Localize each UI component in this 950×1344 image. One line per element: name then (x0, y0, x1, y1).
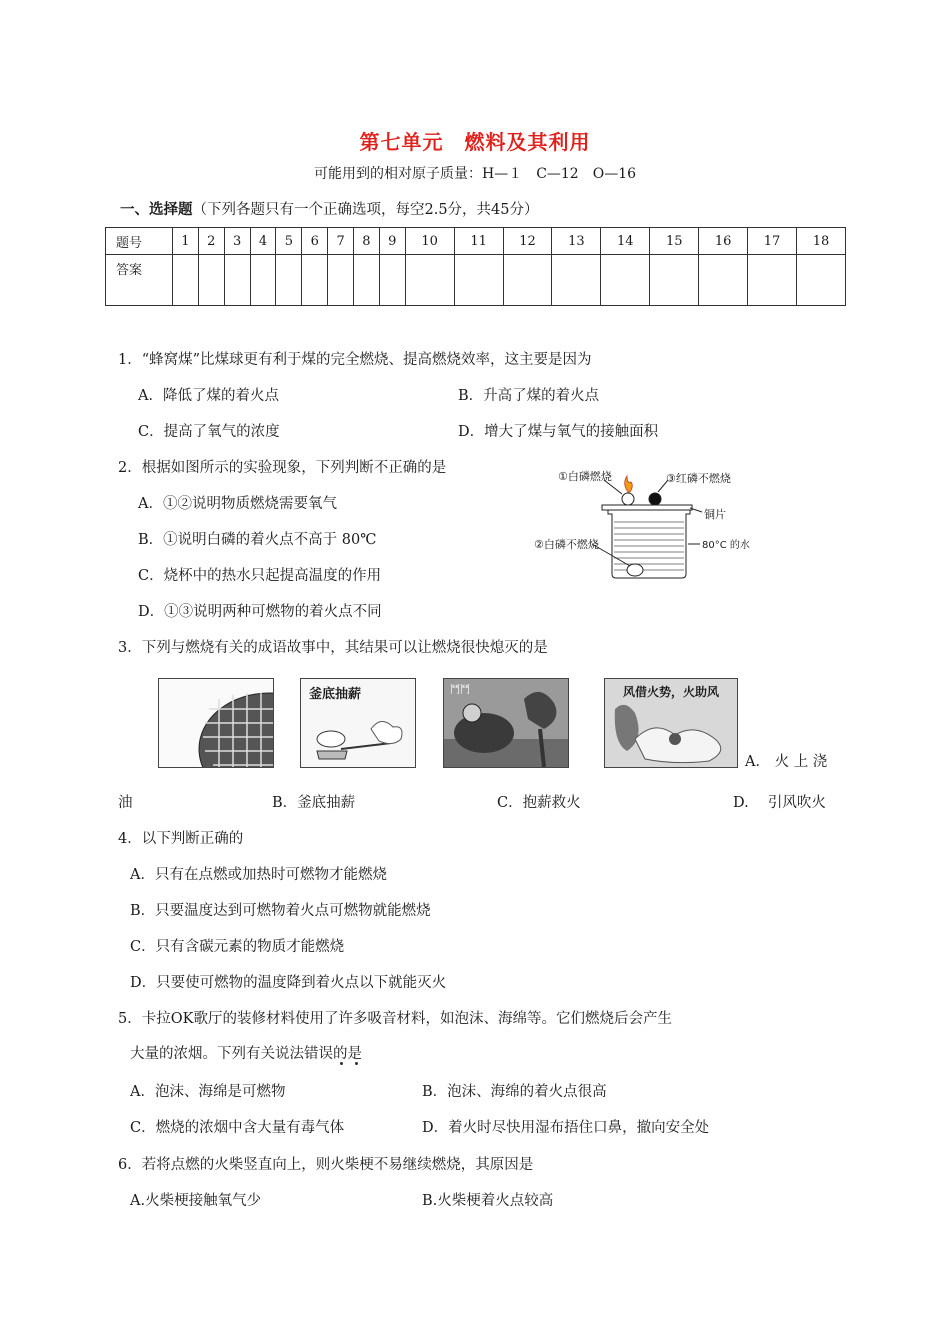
q2-option-a: A．①②说明物质燃烧需要氧气 (138, 496, 337, 512)
emphasis-dot (340, 1062, 343, 1065)
q2-option-c: C．烧杯中的热水只起提高温度的作用 (138, 568, 382, 584)
q6-stem: 6．若将点燃的火柴竖直向上，则火柴梗不易继续燃烧，其原因是 (118, 1157, 534, 1173)
section-note: （下列各题只有一个正确选项，每空2.5分，共45分） (192, 202, 539, 218)
q5-option-a: A．泡沫、海绵是可燃物 (130, 1084, 286, 1100)
question-number-cell: 6 (302, 228, 328, 255)
q1-option-d: D．增大了煤与氧气的接触面积 (458, 424, 659, 440)
question-number-cell: 15 (650, 228, 699, 255)
q3-option-d: D. 引风吹火 (733, 795, 826, 811)
q5-option-b: B．泡沫、海绵的着火点很高 (422, 1084, 607, 1100)
q2-experiment-figure (530, 462, 760, 587)
question-number-cell: 14 (601, 228, 650, 255)
answer-cell[interactable] (224, 255, 250, 306)
answer-cell[interactable] (354, 255, 380, 306)
section-heading (120, 198, 539, 219)
question-number-cell: 13 (552, 228, 601, 255)
q1-option-b: B．升高了煤的着火点 (458, 388, 600, 404)
fig-label-3: ③红磷不燃烧 (666, 472, 731, 485)
fig-label-1: ①白磷燃烧 (558, 470, 612, 483)
q5-stem-line2: 大量的浓烟。下列有关说法错误的是 (130, 1046, 362, 1062)
question-number-cell: 1 (173, 228, 199, 255)
fig-label-copper: 铜片 (704, 508, 726, 521)
q3-picture-b-caption: 釜底抽薪 (309, 687, 362, 702)
question-number-cell: 12 (503, 228, 552, 255)
q5-option-d: D．着火时尽快用湿布捂住口鼻，撤向安全处 (422, 1120, 710, 1136)
answer-cell[interactable] (198, 255, 224, 306)
answer-cell[interactable] (302, 255, 328, 306)
q6-option-b: B.火柴梗着火点较高 (422, 1193, 554, 1209)
answer-cell[interactable] (503, 255, 552, 306)
fig-label-2: ②白磷不燃烧 (534, 538, 599, 551)
q4-option-b: B．只要温度达到可燃物着火点可燃物就能燃烧 (130, 903, 431, 919)
question-number-cell: 8 (354, 228, 380, 255)
q3-stem: 3．下列与燃烧有关的成语故事中，其结果可以让燃烧很快熄灭的是 (118, 640, 548, 656)
answer-cell[interactable] (699, 255, 748, 306)
q3-picture-b (300, 678, 416, 768)
page-title: 第七单元 燃料及其利用 (359, 130, 591, 154)
q3-picture-a (158, 678, 274, 768)
q4-option-a: A．只有在点燃或加热时可燃物才能燃烧 (130, 867, 387, 883)
emphasis-dot (355, 1062, 358, 1065)
answer-cell[interactable] (379, 255, 405, 306)
question-number-cell: 17 (748, 228, 797, 255)
q1-stem: 1．“蜂窝煤”比煤球更有利于煤的完全燃烧、提高燃烧效率，这主要是因为 (118, 352, 592, 368)
answer-cell[interactable] (796, 255, 845, 306)
question-number-cell: 16 (699, 228, 748, 255)
q3-picture-c (443, 678, 569, 768)
answer-cell[interactable] (552, 255, 601, 306)
answer-cell[interactable] (405, 255, 454, 306)
q4-option-c: C．只有含碳元素的物质才能燃烧 (130, 939, 345, 955)
answer-cell[interactable] (276, 255, 302, 306)
answer-cell[interactable] (748, 255, 797, 306)
q5-stem-line1: 5．卡拉OK歌厅的装修材料使用了许多吸音材料，如泡沫、海绵等。它们燃烧后会产生 (118, 1011, 672, 1027)
q3-option-c: C．抱薪救火 (497, 795, 581, 811)
q6-option-a: A.火柴梗接触氧气少 (130, 1193, 262, 1209)
q2-option-d: D．①③说明两种可燃物的着火点不同 (138, 604, 382, 620)
q3-option-a-head: A． 火 上 浇 (745, 754, 828, 770)
q3-option-a-tail: 油 (118, 795, 133, 811)
answer-cell[interactable] (601, 255, 650, 306)
answer-table-answer-label: 答案 (106, 255, 173, 306)
section-title: 一、选择题 (120, 201, 193, 218)
q2-option-b: B．①说明白磷的着火点不高于 80℃ (138, 532, 377, 548)
fig-label-water: 80°C 的水 (702, 540, 750, 551)
answer-table-number-label: 题号 (106, 228, 173, 255)
q4-option-d: D．只要使可燃物的温度降到着火点以下就能灭火 (130, 975, 447, 991)
atomic-masses: 可能用到的相对原子质量：H—１ C—12 O—16 (313, 166, 637, 182)
answer-cell[interactable] (650, 255, 699, 306)
question-number-cell: 18 (796, 228, 845, 255)
q3-picture-c-caption: 鬥鬥 (450, 685, 470, 696)
answer-cell[interactable] (173, 255, 199, 306)
question-number-cell: 9 (379, 228, 405, 255)
q5-option-c: C．燃烧的浓烟中含大量有毒气体 (130, 1120, 345, 1136)
q1-option-c: C．提高了氧气的浓度 (138, 424, 280, 440)
question-number-cell: 5 (276, 228, 302, 255)
answer-table (105, 227, 846, 306)
question-number-cell: 11 (454, 228, 503, 255)
q3-picture-d (604, 678, 738, 768)
flame-icon (625, 476, 633, 492)
question-number-cell: 7 (328, 228, 354, 255)
answer-cell[interactable] (250, 255, 276, 306)
question-number-cell: 4 (250, 228, 276, 255)
q3-picture-d-caption: 风借火势，火助风 (623, 685, 720, 699)
q2-stem: 2．根据如图所示的实验现象，下列判断不正确的是 (118, 460, 447, 476)
q3-option-b: B．釜底抽薪 (272, 795, 356, 811)
oil-pot-illustration (159, 679, 273, 767)
q1-option-a: A．降低了煤的着火点 (138, 388, 279, 404)
question-number-cell: 10 (405, 228, 454, 255)
q4-stem: 4．以下判断正确的 (118, 831, 244, 847)
answer-cell[interactable] (328, 255, 354, 306)
answer-cell[interactable] (454, 255, 503, 306)
question-number-cell: 3 (224, 228, 250, 255)
question-number-cell: 2 (198, 228, 224, 255)
